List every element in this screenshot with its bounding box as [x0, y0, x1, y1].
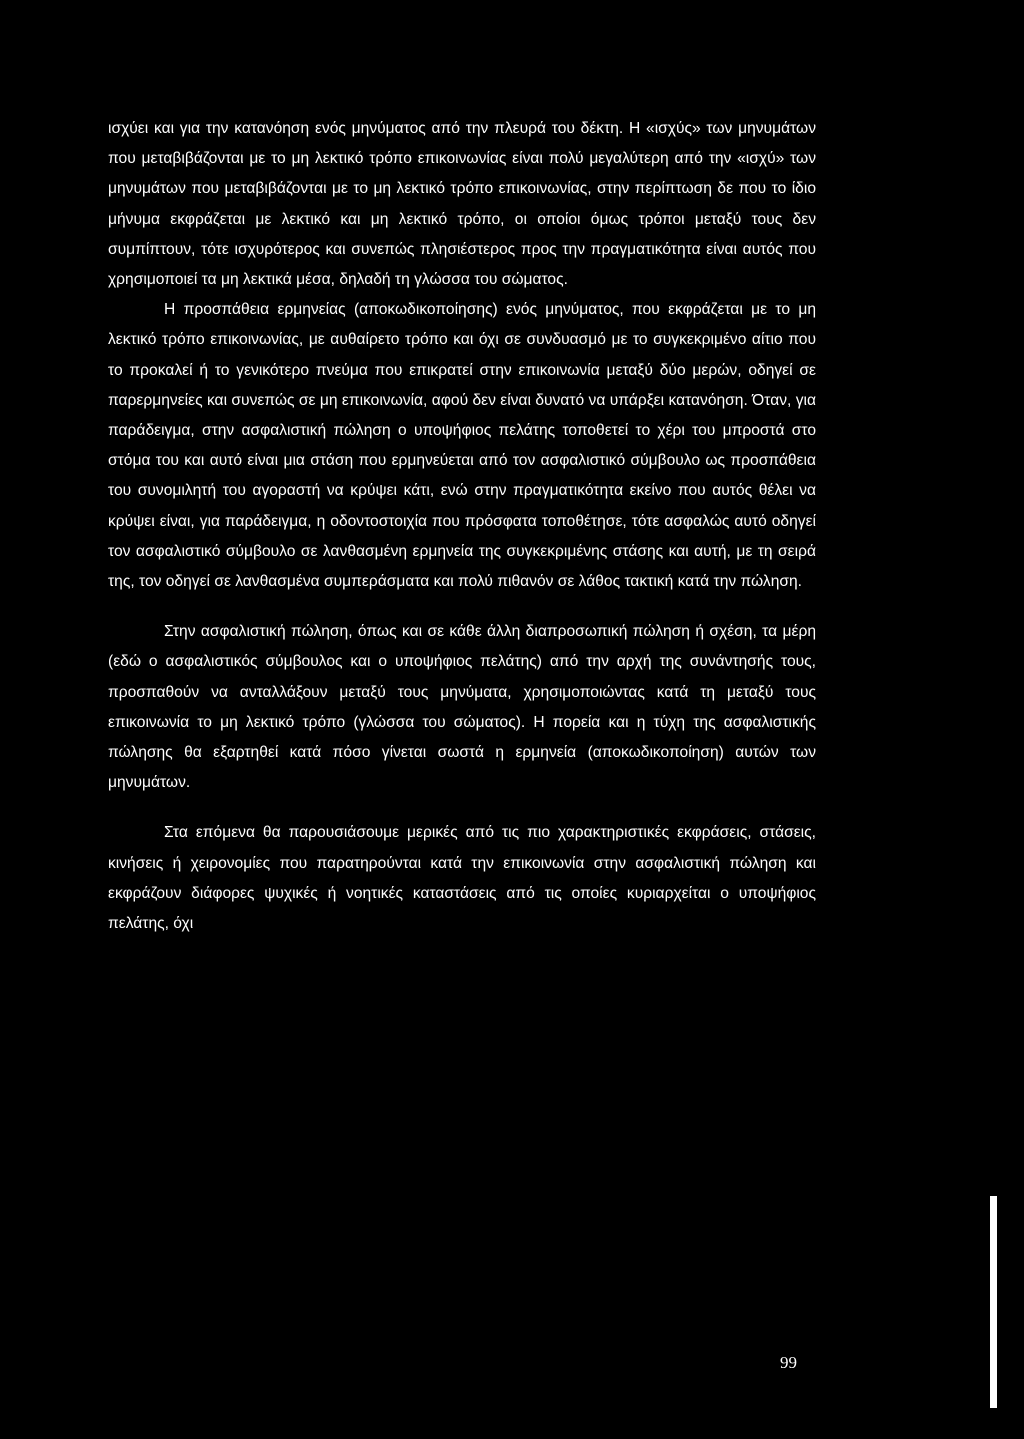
paragraph-4: Στα επόμενα θα παρουσιάσουμε μερικές από τις πιο χαρακτηριστικές εκφράσεις, στάσεις, κινήσεις ή χειρονομίες που παρατηρούνται κατά την επικοινωνία στην ασφαλιστική πώληση και εκφράζουν διάφορες ψυχικές ή νοητικές καταστάσεις από τις οποίες κυριαρχείται ο υποψήφιος πελάτης, όχι	[108, 824, 816, 933]
page-number: 99	[780, 1353, 797, 1372]
paragraph-3: Στην ασφαλιστική πώληση, όπως και σε κάθε άλλη διαπροσωπική πώληση ή σχέση, τα μέρη (εδώ ο ασφαλιστικός σύμβουλος και ο υποψήφιος πελάτης) από την αρχή της συνάντησής τους, προσπαθούν να ανταλλάξουν μεταξύ τους μηνύματα, χρησιμοποιώντας κατά τη μεταξύ τους επικοινωνία το μη λεκτικό τρόπο (γλώσσα του σώματος). Η πορεία και η τύχη της ασφαλιστικής πώλησης θα εξαρτηθεί κατά πόσο γίνεται σωστά η ερμηνεία (αποκωδικοποίηση) αυτών των μηνυμάτων.	[108, 623, 816, 792]
paragraph-1: ισχύει και για την κατανόηση ενός μηνύματος από την πλευρά του δέκτη. Η «ισχύς» των μηνυμάτων που μεταβιβάζονται με το μη λεκτικό τρόπο επικοινωνίας είναι πολύ μεγαλύτερη από την «ισχύ» των μηνυμάτων που μεταβιβάζονται με το μη λεκτικό τρόπο επικοινωνίας, στην περίπτωση δε που το ίδιο μήνυμα εκφράζεται με λεκτικό και μη λεκτικό τρόπο, οι οποίοι όμως τρόποι μεταξύ τους δεν συμπίπτουν, τότε ισχυρότερος και συνεπώς πλησιέστερος προς την πραγματικότητα είναι αυτός που χρησιμοποιεί τα μη λεκτικά μέσα, δηλαδή τη γλώσσα του σώματος.	[108, 120, 816, 289]
margin-bar	[990, 1196, 997, 1408]
page-body-text	[108, 114, 816, 939]
paragraph-2: Η προσπάθεια ερμηνείας (αποκωδικοποίησης) ενός μηνύματος, που εκφράζεται με το μη λεκτικό τρόπο επικοινωνίας, με αυθαίρετο τρόπο και όχι σε συνδυασμό με το συγκεκριμένο αίτιο που το προκαλεί ή το γενικότερο πνεύμα που επικρατεί στην επικοινωνία μεταξύ δύο μερών, οδηγεί σε παρερμηνείες και συνεπώς σε μη επικοινωνία, αφού δεν είναι δυνατό να υπάρξει κατανόηση. Όταν, για παράδειγμα, στην ασφαλιστική πώληση ο υποψήφιος πελάτης τοποθετεί το χέρι του μπροστά στο στόμα του και αυτό είναι μια στάση που ερμηνεύεται από τον ασφαλιστικό σύμβουλο ως προσπάθεια του συνομιλητή του αγοραστή να κρύψει κάτι, ενώ στην πραγματικότητα εκείνο που αυτός θέλει να κρύψει είναι, για παράδειγμα, η οδοντοστοιχία που πρόσφατα τοποθέτησε, τότε ασφαλώς αυτό οδηγεί τον ασφαλιστικό σύμβουλο σε λανθασμένη ερμηνεία της συγκεκριμένης στάσης και αυτή, με τη σειρά της, τον οδηγεί σε λανθασμένα συμπεράσματα και πολύ πιθανόν σε λάθος τακτική κατά την πώληση.	[108, 301, 816, 591]
